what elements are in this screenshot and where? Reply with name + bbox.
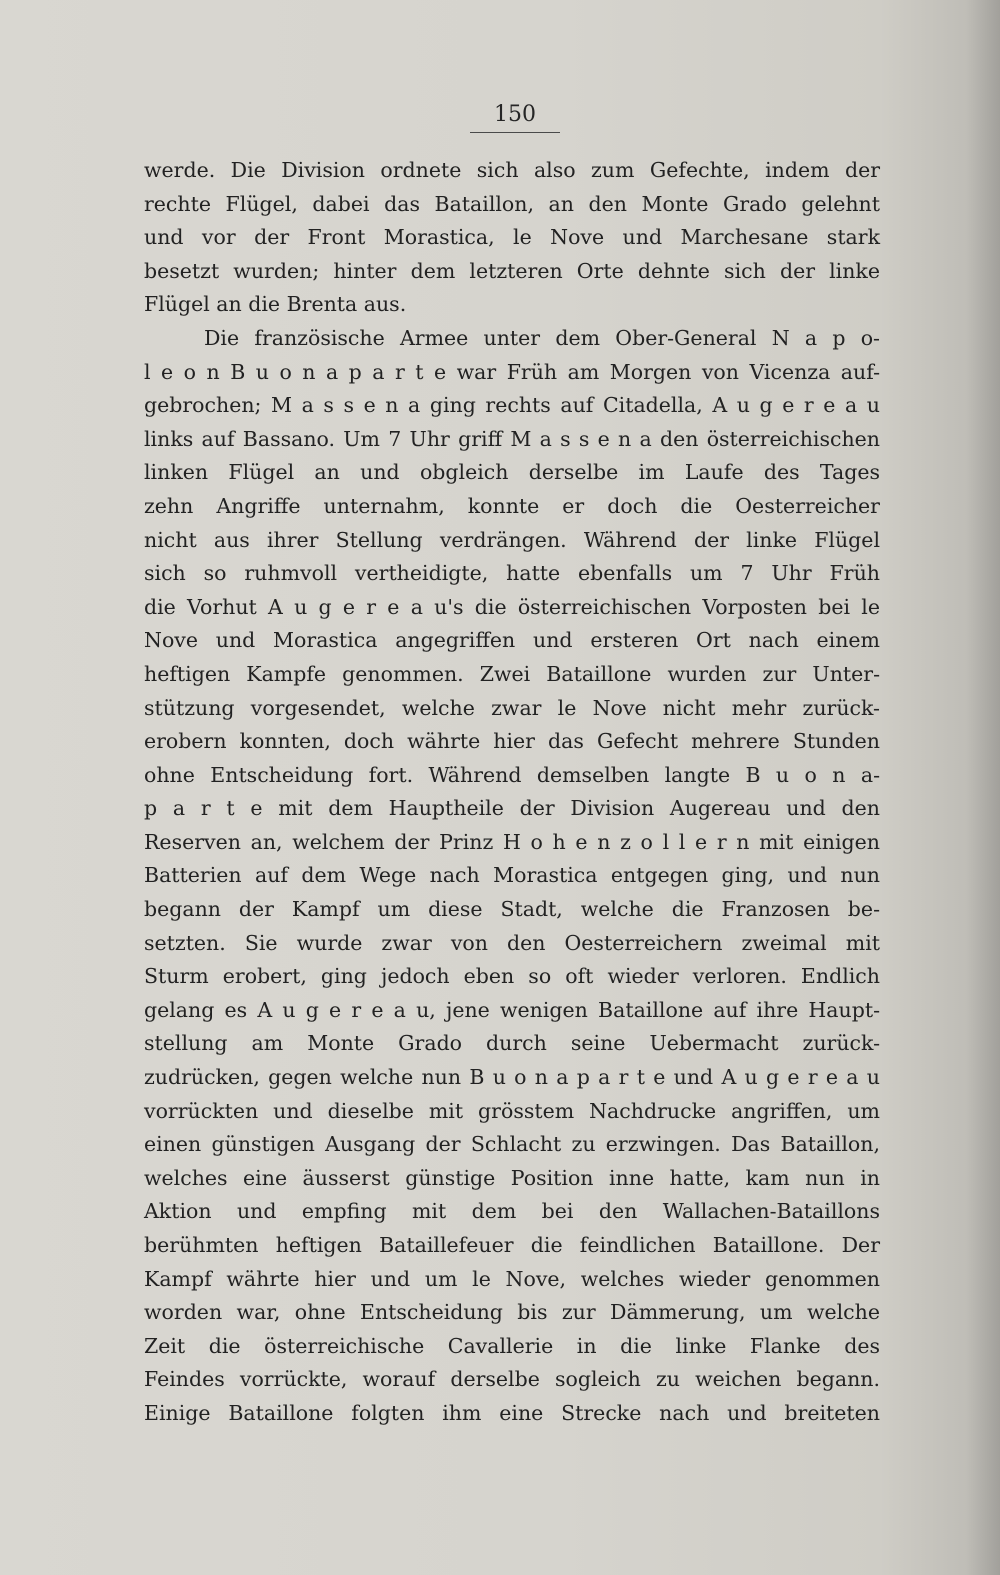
text-line: nicht aus ihrer Stellung verdrängen. Während der linke Flügel xyxy=(144,527,880,552)
text-line: Die französische Armee unter dem Ober-General N a p o- xyxy=(204,325,880,350)
text-line: die Vorhut A u g e r e a u's die österreichischen Vorposten bei le xyxy=(144,594,880,619)
text-line: stellung am Monte Grado durch seine Uebermacht zurück- xyxy=(144,1031,880,1056)
text-line: links auf Bassano. Um 7 Uhr griff M a s s e n a den österreichischen xyxy=(144,426,880,451)
text-line: und vor der Front Morastica, le Nove und Marchesane stark xyxy=(144,225,880,250)
text-line: Reserven an, welchem der Prinz H o h e n z o l l e r n mit einigen xyxy=(144,829,880,854)
text-line: p a r t e mit dem Hauptheile der Division Augereau und den xyxy=(144,796,880,821)
text-line: begann der Kampf um diese Stadt, welche die Franzosen be- xyxy=(144,897,880,922)
text-line: erobern konnten, doch währte hier das Gefecht mehrere Stunden xyxy=(144,729,880,754)
text-line: werde. Die Division ordnete sich also zum Gefechte, indem der xyxy=(144,158,880,182)
text-line: Zeit die österreichische Cavallerie in die linke Flanke des xyxy=(144,1333,880,1358)
text-line: rechte Flügel, dabei das Bataillon, an den Monte Grado gelehnt xyxy=(144,191,880,216)
text-line: Batterien auf dem Wege nach Morastica entgegen ging, und nun xyxy=(144,863,880,888)
text-line: Aktion und empfing mit dem bei den Wallachen-Bataillons xyxy=(144,1199,880,1224)
text-line: Nove und Morastica angegriffen und ersteren Ort nach einem xyxy=(144,628,880,653)
text-line: besetzt wurden; hinter dem letzteren Orte dehnte sich der linke xyxy=(144,258,880,283)
text-line: zehn Angriffe unternahm, konnte er doch die Oesterreicher xyxy=(144,493,880,518)
text-line: l e o n B u o n a p a r t e war Früh am Morgen von Vicenza auf- xyxy=(144,359,880,384)
text-line: ohne Entscheidung fort. Während demselben langte B u o n a- xyxy=(144,762,880,787)
page-edge-shadow xyxy=(966,0,1000,1575)
text-line: Sturm erobert, ging jedoch eben so oft wieder verloren. Endlich xyxy=(144,964,880,989)
text-line: stützung vorgesendet, welche zwar le Nove nicht mehr zurück- xyxy=(144,695,880,720)
text-line: worden war, ohne Entscheidung bis zur Dämmerung, um welche xyxy=(144,1300,880,1325)
text-line: Feindes vorrückte, worauf derselbe sogleich zu weichen begann. xyxy=(144,1367,880,1392)
text-line: gelang es A u g e r e a u, jene wenigen Bataillone auf ihre Haupt- xyxy=(144,997,880,1022)
page-number: 150 xyxy=(470,100,560,133)
text-line: setzten. Sie wurde zwar von den Oesterreichern zweimal mit xyxy=(144,930,880,955)
text-line: einen günstigen Ausgang der Schlacht zu erzwingen. Das Bataillon, xyxy=(144,1132,880,1157)
text-line: gebrochen; M a s s e n a ging rechts auf Citadella, A u g e r e a u xyxy=(144,393,880,418)
text-line: sich so ruhmvoll vertheidigte, hatte ebenfalls um 7 Uhr Früh xyxy=(144,561,880,586)
text-line: Einige Bataillone folgten ihm eine Strecke nach und breiteten xyxy=(144,1400,880,1425)
text-line: zudrücken, gegen welche nun B u o n a p a r t e und A u g e r e a u xyxy=(144,1065,880,1090)
text-line: Flügel an die Brenta aus. xyxy=(144,292,407,317)
text-line: Kampf währte hier und um le Nove, welches wieder genommen xyxy=(144,1266,880,1291)
text-line: vorrückten und dieselbe mit grösstem Nachdrucke angriffen, um xyxy=(144,1098,880,1123)
text-line: berühmten heftigen Bataillefeuer die feindlichen Bataillone. Der xyxy=(144,1233,880,1257)
text-line: welches eine äusserst günstige Position inne hatte, kam nun in xyxy=(144,1165,880,1190)
body-text xyxy=(144,154,880,1431)
text-line: heftigen Kampfe genommen. Zwei Bataillone wurden zur Unter- xyxy=(144,661,880,686)
text-line: linken Flügel an und obgleich derselbe im Laufe des Tages xyxy=(144,460,880,485)
